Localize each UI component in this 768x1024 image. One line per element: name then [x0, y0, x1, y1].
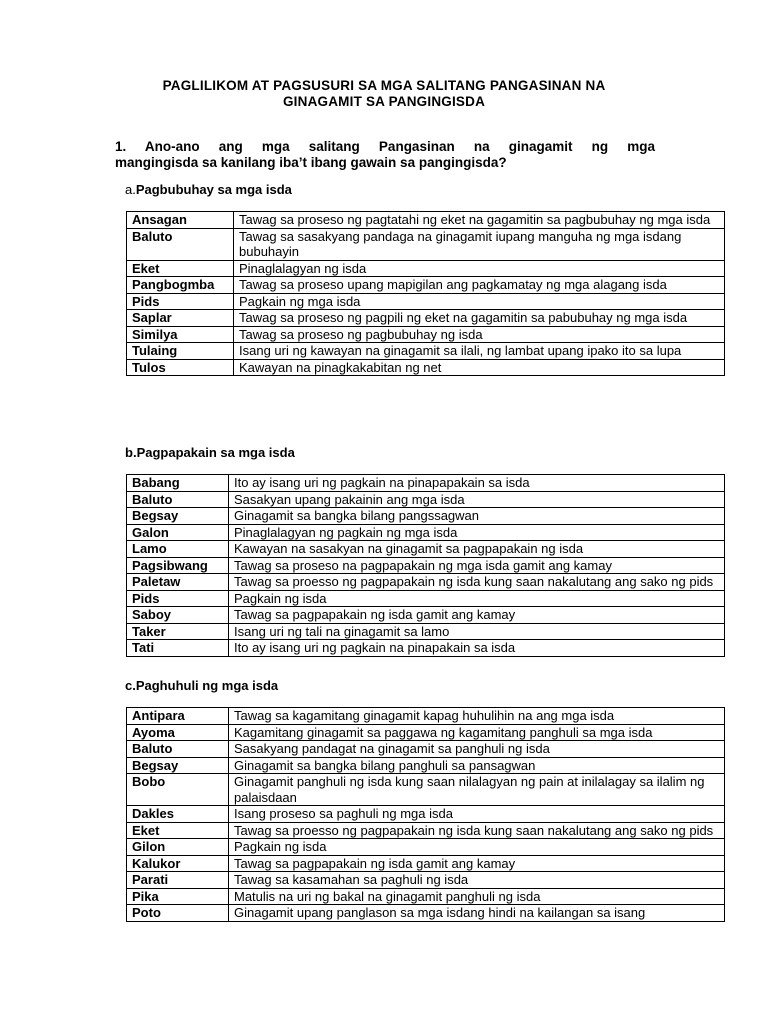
term-cell: Begsay: [127, 508, 229, 525]
section-heading-a: [125, 182, 292, 198]
title-line-1: PAGLILIKOM AT PAGSUSURI SA MGA SALITANG PANGASINAN NA: [162, 78, 606, 93]
question-line-1: 1. Ano-ano ang mga salitang Pangasinan na ginagamit ng mga: [115, 139, 655, 154]
term-cell: Tati: [127, 640, 229, 657]
table-row: [127, 590, 725, 607]
definition-cell: Ginagamit sa bangka bilang pangssagwan: [229, 508, 725, 525]
term-cell: Kalukor: [127, 855, 229, 872]
table-row: [127, 359, 725, 376]
table-row: [127, 293, 725, 310]
definition-cell: Tawag sa proseso ng pagtatahi ng eket na gagamitin sa pagbubuhay ng mga isda: [234, 212, 725, 229]
section-heading-c: [125, 678, 278, 694]
glossary-table-pagpapakain: [126, 474, 725, 657]
definition-cell: Tawag sa pagpapakain ng isda gamit ang kamay: [229, 607, 725, 624]
table-row: [127, 228, 725, 260]
table-row: [127, 640, 725, 657]
table-row: [127, 574, 725, 591]
table-row: [127, 839, 725, 856]
term-cell: Eket: [127, 260, 234, 277]
definition-cell: Pagkain ng isda: [229, 590, 725, 607]
table-row: [127, 277, 725, 294]
table-row: [127, 888, 725, 905]
definition-cell: Pagkain ng mga isda: [234, 293, 725, 310]
definition-cell: Isang uri ng kawayan na ginagamit sa ilali, ng lambat upang ipako ito sa lupa: [234, 343, 725, 360]
term-cell: Lamo: [127, 541, 229, 558]
table-row: [127, 822, 725, 839]
table-row: [127, 607, 725, 624]
definition-cell: Tawag sa proesso ng pagpapakain ng isda kung saan nakalutang ang sako ng pids: [229, 822, 725, 839]
table-row: [127, 623, 725, 640]
definition-cell: Ginagamit panghuli ng isda kung saan nilalagyan ng pain at inilalagay sa ilalim ng palaisdaan: [229, 774, 725, 806]
term-cell: Pika: [127, 888, 229, 905]
definition-cell: Pinaglalagyan ng isda: [234, 260, 725, 277]
term-cell: Bobo: [127, 774, 229, 806]
document-title: [0, 78, 768, 110]
definition-cell: Pagkain ng isda: [229, 839, 725, 856]
section-prefix: b.: [125, 445, 137, 460]
definition-cell: Tawag sa proseso ng pagpili ng eket na gagamitin sa pabubuhay ng mga isda: [234, 310, 725, 327]
definition-cell: Kawayan na sasakyan na ginagamit sa pagpapakain ng isda: [229, 541, 725, 558]
definition-cell: Tawag sa proseso ng pagbubuhay ng isda: [234, 326, 725, 343]
definition-cell: Isang uri ng tali na ginagamit sa lamo: [229, 623, 725, 640]
table-row: [127, 326, 725, 343]
table-row: [127, 541, 725, 558]
table-row: [127, 491, 725, 508]
section-prefix: c.: [125, 678, 136, 693]
term-cell: Saplar: [127, 310, 234, 327]
term-cell: Begsay: [127, 757, 229, 774]
table-row: [127, 343, 725, 360]
section-prefix: a.: [125, 182, 136, 197]
definition-cell: Ito ay isang uri ng pagkain na pinapakain sa isda: [229, 640, 725, 657]
definition-cell: Tawag sa sasakyang pandaga na ginagamit iupang manguha ng mga isdang bubuhayin: [234, 228, 725, 260]
section-title: Pagbubuhay sa mga isda: [135, 182, 292, 197]
section-title: Pagpapakain sa mga isda: [136, 445, 295, 460]
table-row: [127, 524, 725, 541]
term-cell: Paletaw: [127, 574, 229, 591]
glossary-table-paghuhuli: [126, 707, 725, 922]
term-cell: Poto: [127, 905, 229, 922]
term-cell: Galon: [127, 524, 229, 541]
title-line-2: GINAGAMIT SA PANGINGISDA: [282, 94, 486, 109]
term-cell: Parati: [127, 872, 229, 889]
table-row: [127, 872, 725, 889]
definition-cell: Tawag sa kasamahan sa paghuli ng isda: [229, 872, 725, 889]
table-row: [127, 557, 725, 574]
term-cell: Similya: [127, 326, 234, 343]
table-row: [127, 310, 725, 327]
term-cell: Saboy: [127, 607, 229, 624]
definition-cell: Sasakyan upang pakainin ang mga isda: [229, 491, 725, 508]
question-line-2: mangingisda sa kanilang iba’t ibang gawain sa pangingisda?: [115, 155, 507, 170]
term-cell: Ansagan: [127, 212, 234, 229]
term-cell: Dakles: [127, 806, 229, 823]
definition-cell: Matulis na uri ng bakal na ginagamit panghuli ng isda: [229, 888, 725, 905]
term-cell: Antipara: [127, 708, 229, 725]
table-row: [127, 741, 725, 758]
term-cell: Pangbogmba: [127, 277, 234, 294]
term-cell: Tulos: [127, 359, 234, 376]
table-row: [127, 260, 725, 277]
table-row: [127, 855, 725, 872]
term-cell: Pids: [127, 590, 229, 607]
term-cell: Ayoma: [127, 724, 229, 741]
definition-cell: Kawayan na pinagkakabitan ng net: [234, 359, 725, 376]
glossary-table-pagbubuhay: [126, 211, 725, 376]
term-cell: Taker: [127, 623, 229, 640]
term-cell: Baluto: [127, 228, 234, 260]
term-cell: Pagsibwang: [127, 557, 229, 574]
term-cell: Gilon: [127, 839, 229, 856]
definition-cell: Tawag sa pagpapakain ng isda gamit ang kamay: [229, 855, 725, 872]
question-1: [115, 139, 655, 171]
definition-cell: Tawag sa proseso upang mapigilan ang pagkamatay ng mga alagang isda: [234, 277, 725, 294]
definition-cell: Kagamitang ginagamit sa paggawa ng kagamitang panghuli sa mga isda: [229, 724, 725, 741]
definition-cell: Ginagamit upang panglason sa mga isdang hindi na kailangan sa isang: [229, 905, 725, 922]
definition-cell: Tawag sa proseso na pagpapakain ng mga isda gamit ang kamay: [229, 557, 725, 574]
term-cell: Eket: [127, 822, 229, 839]
term-cell: Tulaing: [127, 343, 234, 360]
section-title: Paghuhuli ng mga isda: [135, 678, 279, 693]
table-row: [127, 724, 725, 741]
table-row: [127, 757, 725, 774]
table-row: [127, 508, 725, 525]
term-cell: Pids: [127, 293, 234, 310]
definition-cell: Tawag sa kagamitang ginagamit kapag huhulihin na ang mga isda: [229, 708, 725, 725]
table-row: [127, 806, 725, 823]
definition-cell: Ito ay isang uri ng pagkain na pinapapakain sa isda: [229, 475, 725, 492]
table-row: [127, 905, 725, 922]
definition-cell: Isang proseso sa paghuli ng mga isda: [229, 806, 725, 823]
definition-cell: Pinaglalagyan ng pagkain ng mga isda: [229, 524, 725, 541]
term-cell: Baluto: [127, 741, 229, 758]
term-cell: Babang: [127, 475, 229, 492]
section-heading-b: [125, 445, 295, 461]
definition-cell: Tawag sa proesso ng pagpapakain ng isda kung saan nakalutang ang sako ng pids: [229, 574, 725, 591]
table-row: [127, 708, 725, 725]
table-row: [127, 212, 725, 229]
table-row: [127, 774, 725, 806]
definition-cell: Ginagamit sa bangka bilang panghuli sa pansagwan: [229, 757, 725, 774]
table-row: [127, 475, 725, 492]
term-cell: Baluto: [127, 491, 229, 508]
definition-cell: Sasakyang pandagat na ginagamit sa panghuli ng isda: [229, 741, 725, 758]
